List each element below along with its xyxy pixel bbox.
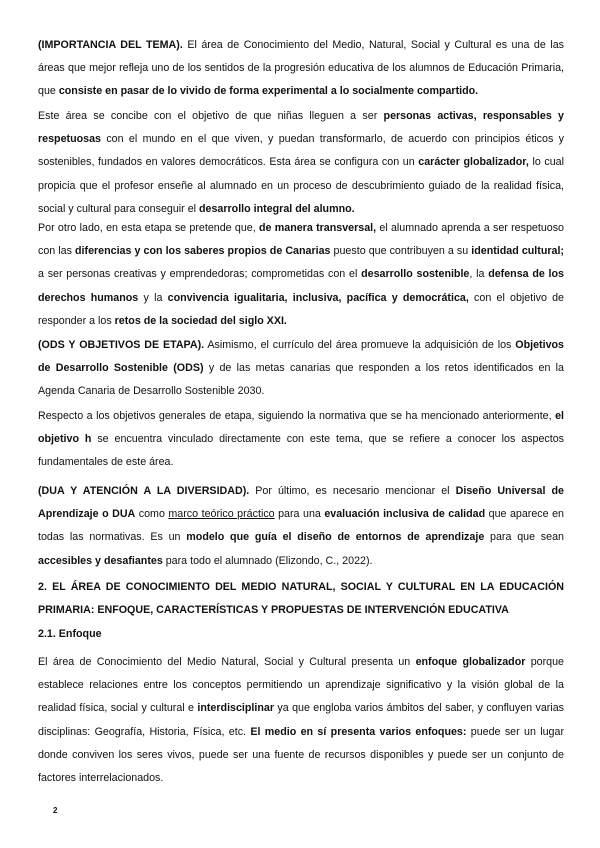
bold-run: evaluación inclusiva de calidad bbox=[324, 508, 486, 521]
paragraph-ods bbox=[38, 334, 564, 404]
text-run: porque establece relaciones entre los conceptos permitiendo un aprendizaje significativo y la visión global de la realidad física, social y cultural e bbox=[38, 656, 564, 715]
subsection-heading-2-1: 2.1. Enfoque bbox=[38, 628, 102, 640]
paragraph-dua bbox=[38, 480, 564, 573]
bold-run: convivencia igualitaria, inclusiva, pacífica y democrática, bbox=[167, 291, 469, 304]
bold-run: diferencias y con los saberes propios de Canarias bbox=[75, 245, 331, 258]
section-tag-dua: (DUA Y ATENCIÓN A LA DIVERSIDAD). bbox=[38, 485, 250, 497]
bold-run: personas activas, responsables y respetuosas bbox=[38, 110, 564, 146]
bold-run: desarrollo integral del alumno. bbox=[199, 202, 355, 215]
bold-run: enfoque globalizador bbox=[415, 656, 526, 668]
paragraph-transversal bbox=[38, 217, 564, 333]
paragraph-objetivo-h bbox=[38, 405, 564, 475]
text-run: puesto que contribuyen a su bbox=[330, 245, 472, 258]
text-run: puede ser un lugar donde conviven los seres vivos, puede ser una fuente de recursos disponibles y puede ser un conjunto de factores interrelacionados. bbox=[38, 725, 565, 785]
section-tag-ods: (ODS Y OBJETIVOS DE ETAPA). bbox=[38, 339, 205, 351]
bold-run: Objetivos de Desarrollo Sostenible (ODS) bbox=[38, 339, 564, 375]
bold-run: de manera transversal, bbox=[258, 222, 377, 234]
bold-run: carácter globalizador, bbox=[418, 156, 529, 169]
bold-run: retos de la sociedad del siglo XXI. bbox=[114, 314, 287, 327]
paragraph-enfoque bbox=[38, 651, 564, 790]
text-run: para una bbox=[274, 508, 325, 521]
text-run: lo cual propicia que el profesor enseñe al alumnado en un proceso de descubrimiento guiado de la realidad física, social y cultural para conseguir el bbox=[38, 156, 564, 215]
text-run: , la bbox=[469, 268, 489, 281]
paragraph-importancia bbox=[38, 34, 564, 104]
text-run: Este área se concibe con el objetivo de que niñas lleguen a ser bbox=[38, 110, 384, 122]
page-number: 2 bbox=[53, 806, 58, 815]
text-run: El área de Conocimiento del Medio Natural, Social y Cultural presenta un bbox=[38, 656, 416, 668]
bold-run: accesibles y desafiantes bbox=[38, 554, 163, 567]
underlined-run: marco teórico práctico bbox=[168, 508, 275, 521]
bold-run: desarrollo sostenible bbox=[361, 268, 470, 281]
text-run: como bbox=[135, 508, 169, 521]
text-run: ya que engloba varios ámbitos del saber, y confluyen varias disciplinas: Geografía, Historia, Física, etc. bbox=[38, 702, 564, 738]
text-run: a ser personas creativas y emprendedoras; comprometidas con el bbox=[38, 268, 362, 281]
text-run: para que sean bbox=[484, 531, 564, 544]
bold-run: modelo que guía el diseño de entornos de aprendizaje bbox=[186, 531, 485, 544]
text-run: y la bbox=[138, 291, 168, 304]
text-run: El área de Conocimiento del Medio, Natural, Social y Cultural es una de las áreas que mejor refleja uno de los sentidos de la progresión educativa de los alumnos de Educación Primaria, que bbox=[38, 39, 564, 98]
bold-run: defensa de los derechos humanos bbox=[38, 268, 564, 304]
text-run: que aparece en todas las normativas. Es un bbox=[38, 508, 564, 544]
bold-run: El medio en sí presenta varios enfoques: bbox=[250, 725, 467, 738]
bold-run: el objetivo h bbox=[38, 410, 564, 446]
bold-run: identidad cultural; bbox=[471, 245, 564, 258]
paragraph-area-concepcion bbox=[38, 105, 564, 221]
text-run: el alumnado aprenda a ser respetuoso con las bbox=[38, 222, 564, 258]
section-tag-importancia: (IMPORTANCIA DEL TEMA). bbox=[38, 39, 183, 51]
text-run: con el mundo en el que viven, y puedan transformarlo, de acuerdo con principios éticos y sostenibles, fundados en valores democráticos. Esta área se configura con un bbox=[38, 133, 564, 169]
text-run: Por otro lado, en esta etapa se pretende que, bbox=[38, 222, 259, 234]
text-run: Asimismo, el currículo del área promueve la adquisición de los bbox=[204, 339, 516, 351]
text-run: para todo el alumnado (Elizondo, C., 2022). bbox=[162, 554, 373, 567]
text-run: Por último, es necesario mencionar el bbox=[249, 485, 456, 497]
text-run: con el objetivo de responder a los bbox=[38, 291, 565, 327]
text-run: y de las metas canarias que responden a los retos identificados en la Agenda Canaria de Desarrollo Sostenible 2030. bbox=[38, 362, 564, 398]
section-heading-2: 2. EL ÁREA DE CONOCIMIENTO DEL MEDIO NATURAL, SOCIAL Y CULTURAL EN LA EDUCACIÓN PRIMARIA: ENFOQUE, CARACTERÍSTICAS Y PROPUESTAS DE INTERVENCIÓN EDUCATIVA bbox=[38, 581, 564, 617]
bold-run: interdisciplinar bbox=[197, 702, 274, 715]
bold-run: Diseño Universal de Aprendizaje o DUA bbox=[38, 485, 564, 521]
bold-run: consiste en pasar de lo vivido de forma experimental a lo socialmente compartido. bbox=[58, 85, 479, 98]
text-run: se encuentra vinculado directamente con este tema, que se refiere a conocer los aspectos fundamentales de este área. bbox=[38, 433, 565, 469]
text-run: Respecto a los objetivos generales de etapa, siguiendo la normativa que se ha mencionado anteriormente, bbox=[38, 410, 556, 422]
